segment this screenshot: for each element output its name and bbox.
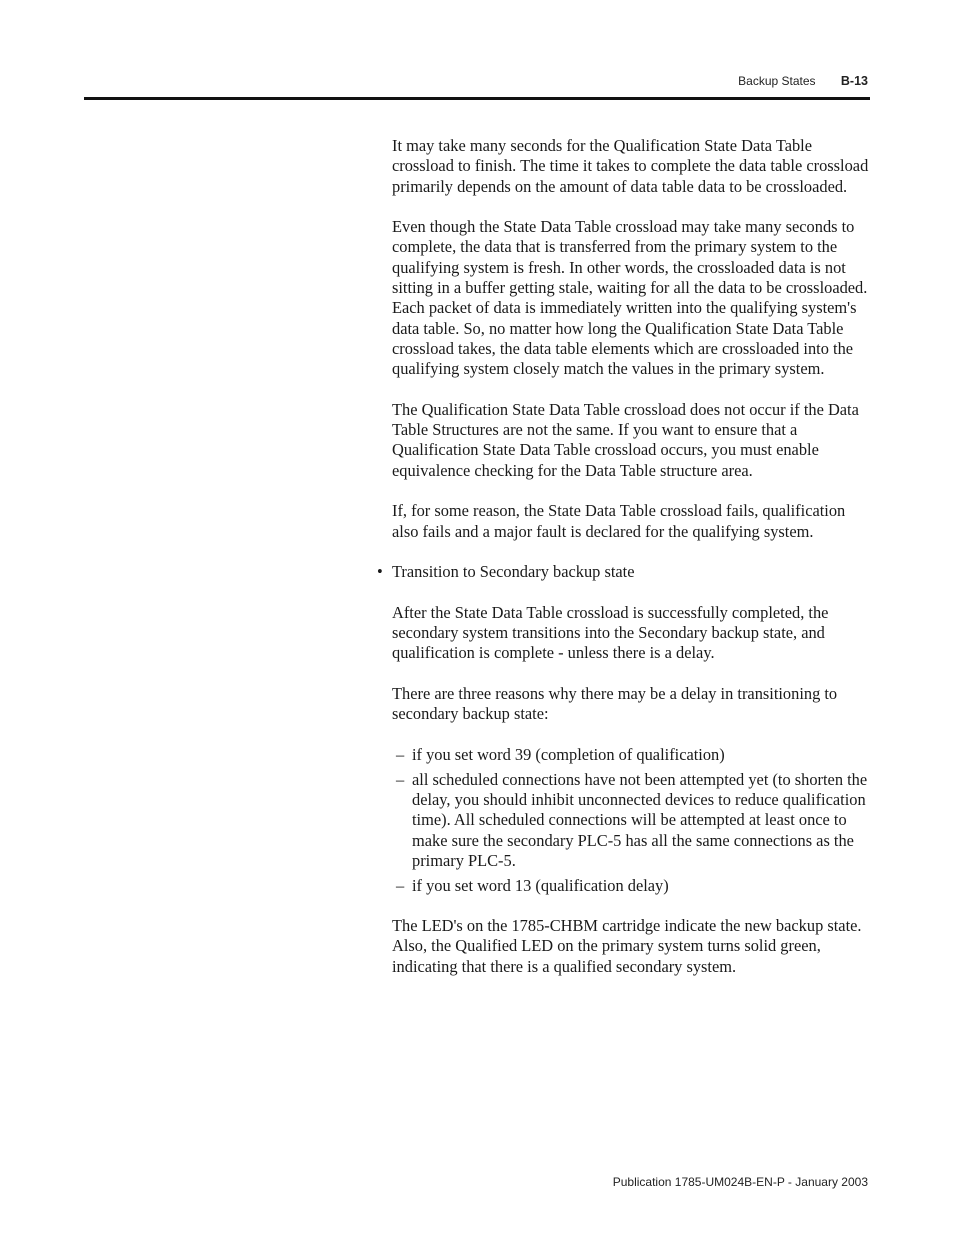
bullet-icon: • [377,562,383,582]
list-item [392,745,870,765]
list-item-text: all scheduled connections have not been attempted yet (to shorten the delay, you should inhibit unconnected devices to reduce qualification time). All scheduled connections will be attempted at least once to make sure the secondary PLC-5 has all the same connections as the primary PLC-5. [412,769,868,870]
header-section-title: Backup States [738,74,816,88]
list-item-text: if you set word 13 (qualification delay) [412,875,669,895]
page-footer [613,1175,868,1189]
bullet-text: Transition to Secondary backup state [392,562,635,582]
paragraph-fresh-data: Even though the State Data Table crossload may take many seconds to complete, the data that is transferred from the primary system to the qualifying system is fresh. In other words, the crossloaded data is not sitting in a buffer getting stale, waiting for all the data to be crossloaded. Each packet of data is immediately written into the qualifying system's data table. So, no matter how long the Qualification State Data Table crossload takes, the data table elements which are crossloaded into the qualifying system closely match the values in the primary system. [392,217,868,379]
paragraph-transition-complete: After the State Data Table crossload is successfully completed, the secondary system transitions into the Secondary backup state, and qualification is complete - unless there is a delay. [392,602,829,663]
paragraph-delay-reasons-intro: There are three reasons why there may be a delay in transitioning to secondary backup state: [392,684,838,724]
list-item [392,770,870,871]
paragraph-structure-mismatch: The Qualification State Data Table crossload does not occur if the Data Table Structures are not the same. If you want to ensure that a Qualification State Data Table crossload occurs, you must enable equivalence checking for the Data Table structure area. [392,399,859,480]
paragraph-led-indication: The LED's on the 1785-CHBM cartridge indicate the new backup state. Also, the Qualified LED on the primary system turns solid green, indicating that there is a qualified secondary system. [392,915,862,976]
dash-icon: – [396,769,405,789]
header-page-number: B-13 [840,74,868,88]
bullet-item-transition [377,562,870,582]
paragraph-crossload-fails: If, for some reason, the State Data Table crossload fails, qualification also fails and a major fault is declared for the qualifying system. [392,501,846,541]
list-item [392,876,870,896]
dash-icon: – [396,875,405,895]
footer-publication: Publication 1785-UM024B-EN-P - January 2003 [612,1175,868,1189]
delay-reasons-list [392,745,870,896]
page-header [738,74,868,88]
list-item-text: if you set word 39 (completion of qualification) [412,744,725,764]
body-content [377,136,870,997]
header-rule [84,97,870,100]
paragraph-crossload-duration: It may take many seconds for the Qualification State Data Table crossload to finish. The time it takes to complete the data table crossload primarily depends on the amount of data table data to be crossloaded. [392,136,869,196]
dash-icon: – [396,744,405,764]
